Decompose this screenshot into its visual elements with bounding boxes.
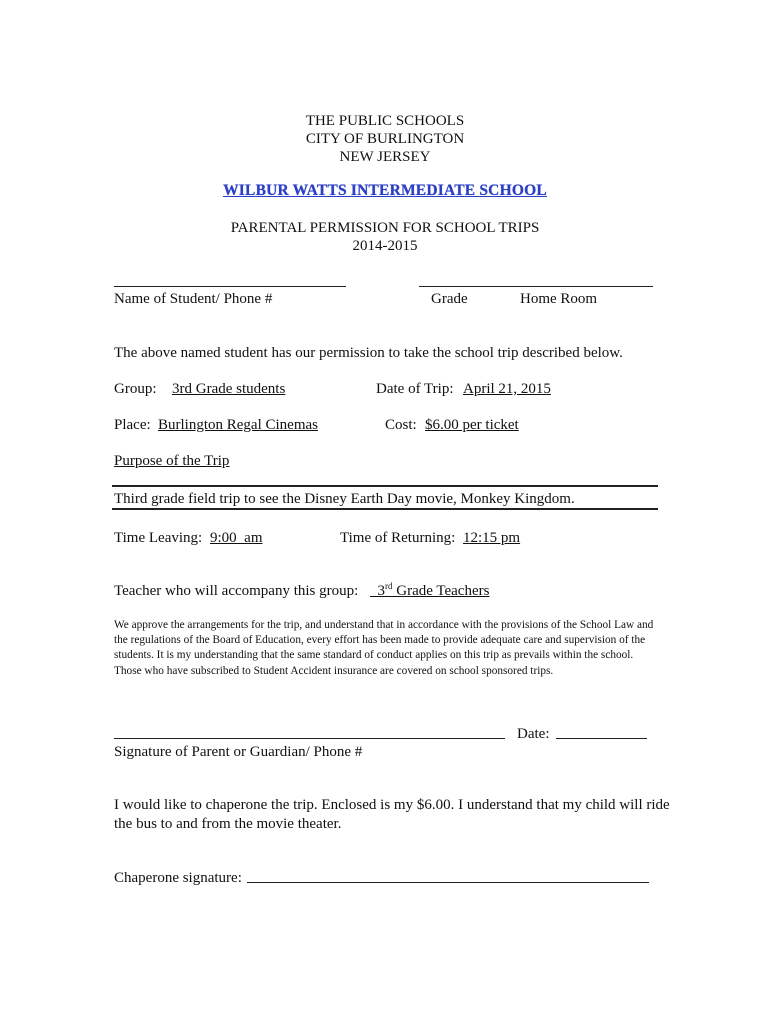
parent-signature-label: Signature of Parent or Guardian/ Phone # xyxy=(114,744,363,760)
chaperone-signature-label: Chaperone signature: xyxy=(114,870,242,886)
teacher-value-number: 3 xyxy=(377,583,385,599)
trip-date-value: April 21, 2015 xyxy=(463,381,551,397)
teacher-value-rest: Grade Teachers xyxy=(392,583,490,599)
header-line-3: NEW JERSEY xyxy=(339,149,431,165)
time-returning-value: 12:15 pm xyxy=(463,530,521,546)
chaperone-signature-blank[interactable] xyxy=(247,882,649,883)
student-name-blank[interactable] xyxy=(114,286,346,287)
agreement-paragraph: We approve the arrangements for the trip, and understand that in accordance with the provisions of the School Law and the regulations of the Board of Education, every effort has been made to provide adequate care and supervision of the students. It is my understanding that the same standard of conduct applies on this trip as prevails within the school. Those who have subscribed to Student Accident insurance are covered on school sponsored trips. xyxy=(114,619,654,677)
permission-statement: The above named student has our permission to take the school trip described below. xyxy=(114,345,623,361)
purpose-top-rule xyxy=(112,485,658,487)
header-line-2: CITY OF BURLINGTON xyxy=(305,131,465,147)
teacher-value xyxy=(370,582,489,600)
school-year: 2014-2015 xyxy=(352,238,418,254)
signature-date-label: Date: xyxy=(517,726,550,742)
purpose-value: Third grade field trip to see the Disney Earth Day movie, Monkey Kingdom. xyxy=(114,491,575,507)
time-returning-label: Time of Returning: xyxy=(340,530,456,546)
teacher-value-suffix: rd xyxy=(385,581,393,591)
student-name-label: Name of Student/ Phone # xyxy=(114,291,273,307)
purpose-bottom-rule xyxy=(112,508,658,510)
place-label: Place: xyxy=(114,417,151,433)
signature-date-blank[interactable] xyxy=(556,738,647,739)
group-value: 3rd Grade students xyxy=(172,381,286,397)
time-leaving-label: Time Leaving: xyxy=(114,530,203,546)
group-label: Group: xyxy=(114,381,157,397)
homeroom-label: Home Room xyxy=(520,291,598,307)
chaperone-statement: I would like to chaperone the trip. Enclosed is my $6.00. I understand that my child will ride the bus to and from the movie theater. xyxy=(114,797,670,832)
place-value: Burlington Regal Cinemas xyxy=(158,417,318,433)
school-name: WILBUR WATTS INTERMEDIATE SCHOOL xyxy=(223,182,547,199)
teacher-label: Teacher who will accompany this group: xyxy=(114,583,359,599)
form-title: PARENTAL PERMISSION FOR SCHOOL TRIPS xyxy=(230,220,540,236)
grade-label: Grade xyxy=(431,291,468,307)
purpose-label: Purpose of the Trip xyxy=(114,453,230,469)
cost-value: $6.00 per ticket xyxy=(425,417,519,433)
cost-label: Cost: xyxy=(385,417,417,433)
trip-date-label: Date of Trip: xyxy=(376,381,454,397)
grade-homeroom-blank[interactable] xyxy=(419,286,653,287)
parent-signature-blank[interactable] xyxy=(114,738,505,739)
time-leaving-value: 9:00 am xyxy=(210,530,263,546)
header-line-1: THE PUBLIC SCHOOLS xyxy=(305,113,465,129)
